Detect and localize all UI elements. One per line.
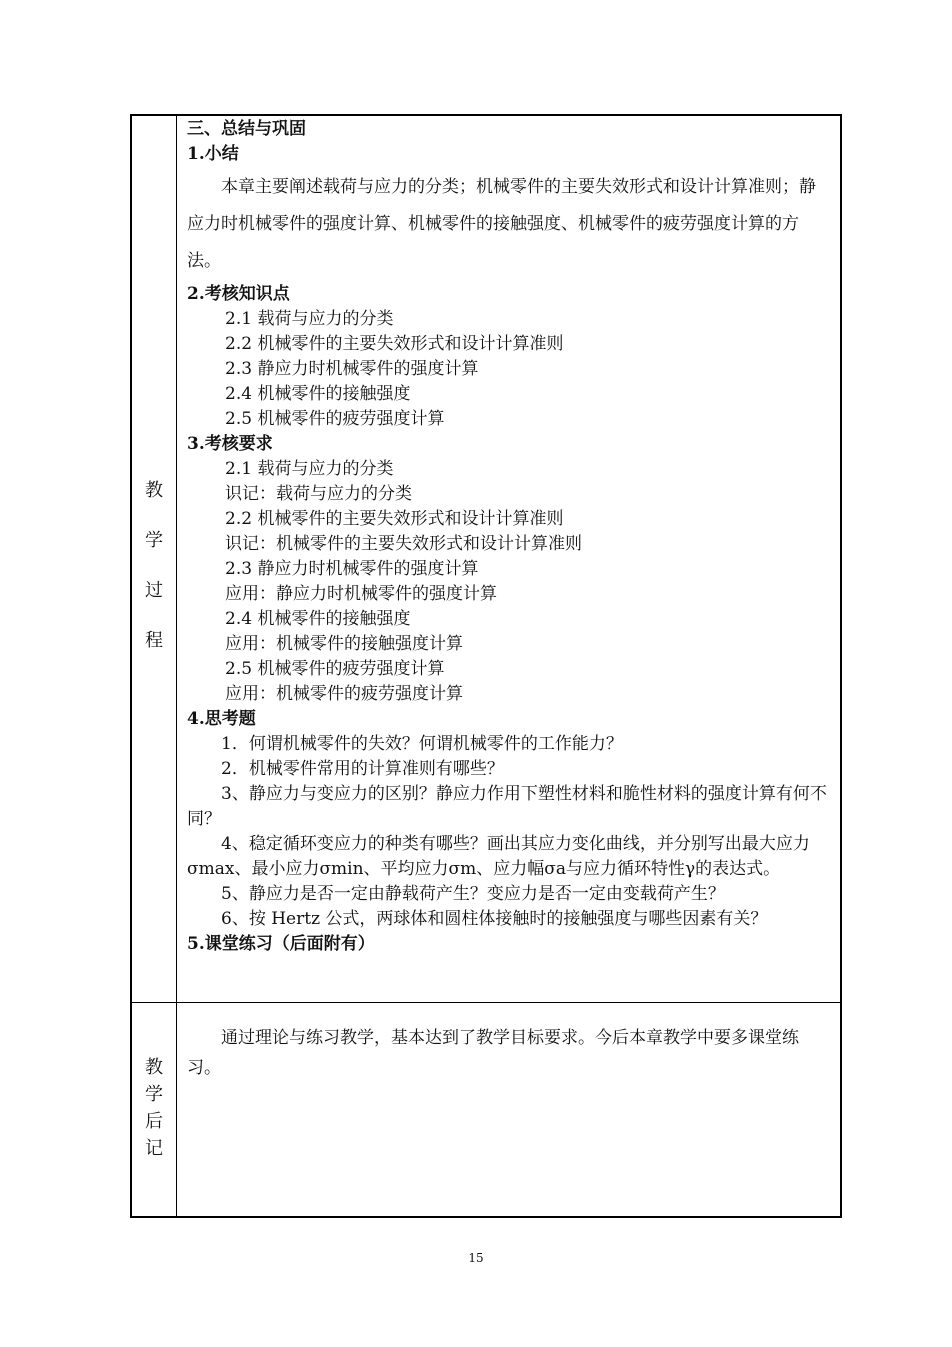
knowledge-item: 2.2 机械零件的主要失效形式和设计计算准则	[225, 334, 564, 354]
question-item: 2．机械零件常用的计算准则有哪些？	[221, 759, 504, 779]
requirement-item: 应用：机械零件的接触强度计算	[225, 634, 463, 654]
side-char: 教	[145, 480, 163, 501]
requirement-item: 应用：机械零件的疲劳强度计算	[225, 684, 463, 704]
requirement-item: 2.5 机械零件的疲劳强度计算	[225, 659, 445, 679]
side-char: 程	[145, 630, 163, 651]
question-item: 6、按 Hertz 公式，两球体和圆柱体接触时的接触强度与哪些因素有关？	[221, 909, 768, 929]
summary-text: 本章主要阐述载荷与应力的分类；机械零件的主要失效形式和设计计算准则；静应力时机械零件的强度计算、机械零件的接触强度、机械零件的疲劳强度计算的方法。	[187, 177, 816, 271]
column-divider	[176, 116, 177, 1216]
question-item: 5、静应力是否一定由静载荷产生？变应力是否一定由变载荷产生？	[221, 884, 725, 904]
side-char: 后	[145, 1111, 163, 1132]
page-number: 15	[468, 1251, 484, 1265]
side-char: 教	[145, 1057, 163, 1078]
requirements-title: 3.考核要求	[187, 434, 273, 454]
requirement-item: 应用：静应力时机械零件的强度计算	[225, 584, 497, 604]
practice-title: 5.课堂练习（后面附有）	[187, 934, 375, 954]
knowledge-item: 2.5 机械零件的疲劳强度计算	[225, 409, 445, 429]
summary-title: 1.小结	[187, 144, 239, 164]
requirement-item: 2.1 载荷与应力的分类	[225, 459, 394, 479]
section-heading: 三、总结与巩固	[187, 119, 306, 139]
question-item: 1．何谓机械零件的失效？何谓机械零件的工作能力？	[221, 734, 623, 754]
side-char: 过	[145, 580, 163, 601]
notes-text: 通过理论与练习教学，基本达到了教学目标要求。今后本章教学中要多课堂练习。	[187, 1028, 799, 1078]
requirement-item: 2.3 静应力时机械零件的强度计算	[225, 559, 479, 579]
side-char: 学	[145, 530, 163, 551]
knowledge-item: 2.3 静应力时机械零件的强度计算	[225, 359, 479, 379]
lesson-table	[130, 114, 842, 1218]
side-char: 学	[145, 1084, 163, 1105]
question-item: 4、稳定循环变应力的种类有哪些？画出其应力变化曲线，并分别写出最大应力σmax、最小应力σmin、平均应力σm、应力幅σa与应力循环特性γ的表达式。	[187, 834, 810, 879]
requirement-item: 2.4 机械零件的接触强度	[225, 609, 411, 629]
requirement-item: 2.2 机械零件的主要失效形式和设计计算准则	[225, 509, 564, 529]
questions-title: 4.思考题	[187, 709, 256, 729]
knowledge-item: 2.1 载荷与应力的分类	[225, 309, 394, 329]
requirement-item: 识记：机械零件的主要失效形式和设计计算准则	[225, 534, 582, 554]
knowledge-title: 2.考核知识点	[187, 284, 290, 304]
side-label-notes	[132, 1054, 176, 1162]
question-item: 3、静应力与变应力的区别？静应力作用下塑性材料和脆性材料的强度计算有何不同？	[187, 784, 827, 829]
side-label-process	[132, 466, 176, 666]
notes-content	[187, 1023, 832, 1083]
row-divider	[132, 1002, 840, 1003]
side-char: 记	[145, 1138, 163, 1159]
requirement-item: 识记：载荷与应力的分类	[225, 484, 412, 504]
knowledge-item: 2.4 机械零件的接触强度	[225, 384, 411, 404]
process-content	[187, 117, 832, 957]
